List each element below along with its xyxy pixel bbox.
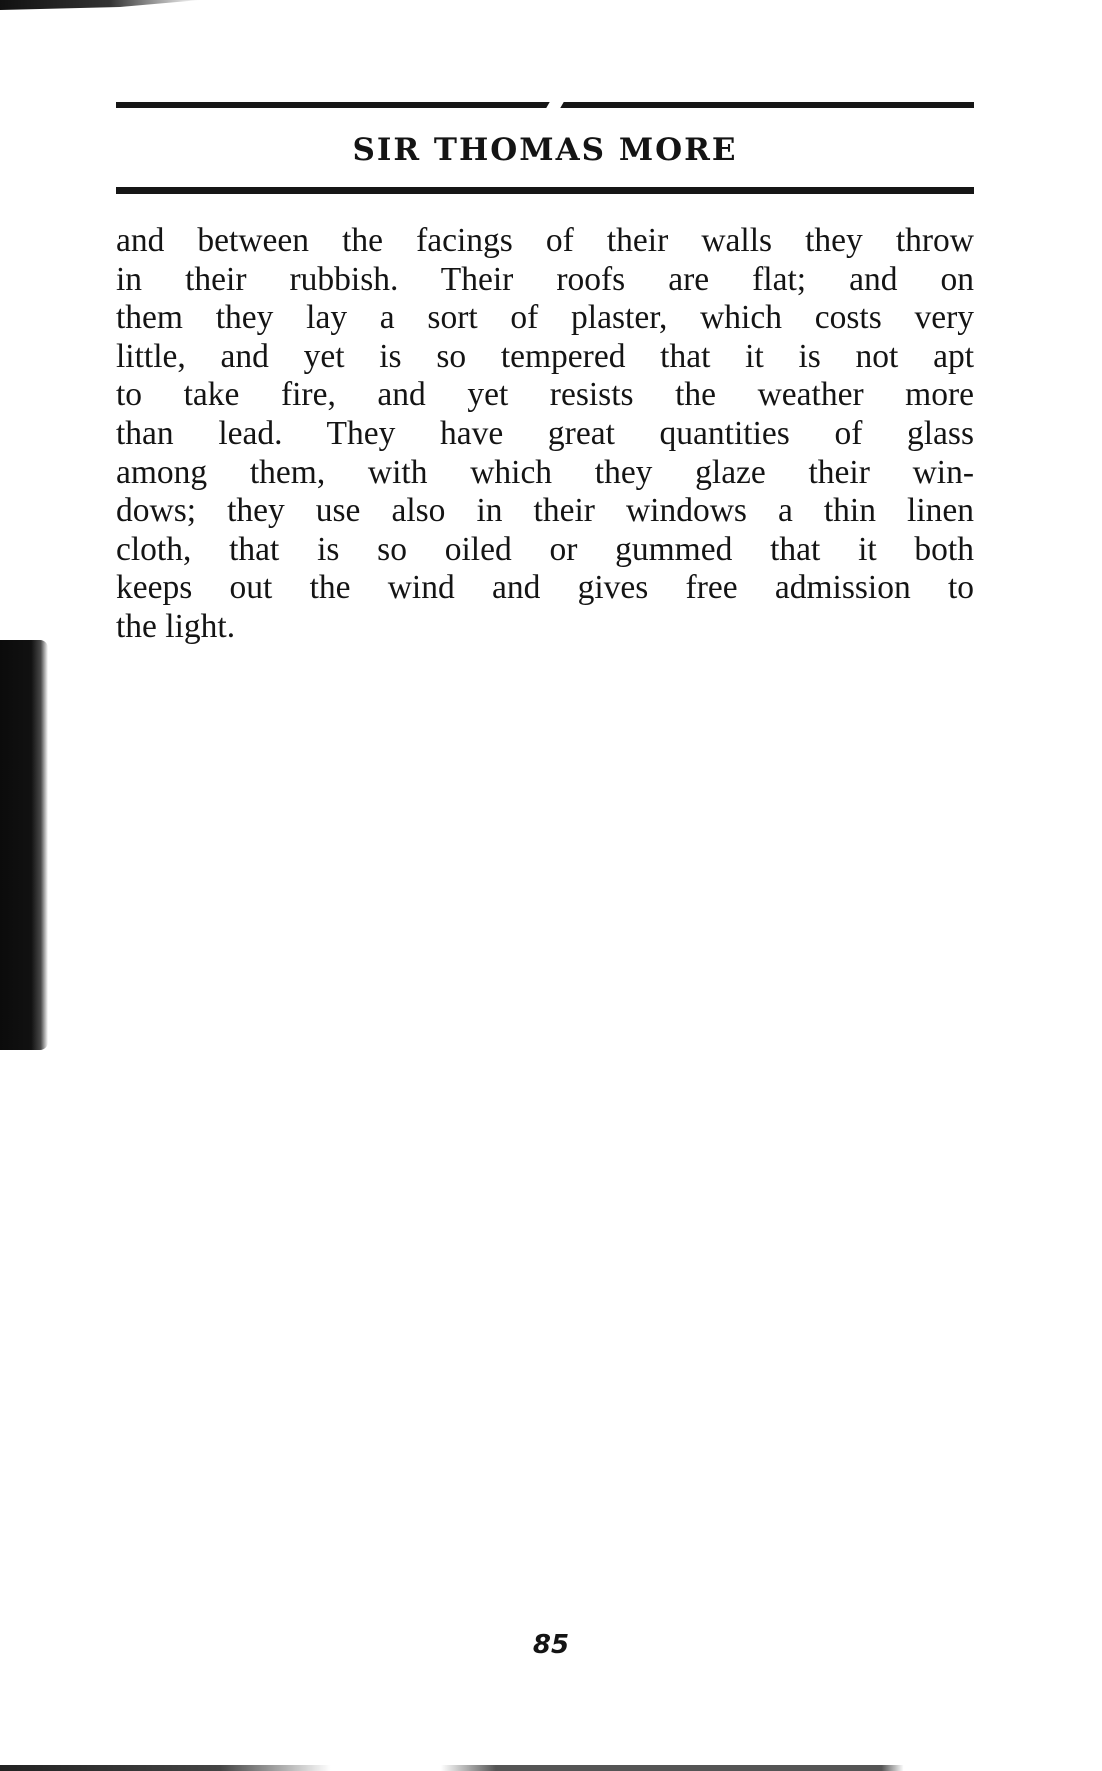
text-line: keeps out the wind and gives free admission to	[116, 569, 974, 607]
text-line: in their rubbish. Their roofs are flat; and on	[116, 260, 974, 298]
text-line: to take fire, and yet resists the weather more	[116, 376, 974, 414]
text-line: dows; they use also in their windows a thin linen	[116, 492, 974, 530]
text-line: than lead. They have great quantities of glass	[116, 414, 974, 452]
body-paragraph	[116, 222, 974, 647]
text-line: the light.	[116, 607, 236, 645]
text-line: among them, with which they glaze their win-	[116, 453, 974, 491]
page-number: 85	[532, 1630, 570, 1660]
scan-corner-artifact	[0, 0, 200, 10]
text-line: little, and yet is so tempered that it is not apt	[116, 337, 974, 375]
header-rule-bottom	[116, 187, 974, 194]
text-line: them they lay a sort of plaster, which costs very	[116, 299, 974, 337]
running-head: SIR THOMAS MORE	[352, 132, 738, 168]
header-rule-top	[116, 102, 974, 108]
scan-bottom-artifact	[0, 1765, 1102, 1771]
text-line: cloth, that is so oiled or gummed that it both	[116, 530, 974, 568]
binding-shadow	[0, 640, 48, 1050]
text-line: and between the facings of their walls they throw	[116, 222, 974, 259]
